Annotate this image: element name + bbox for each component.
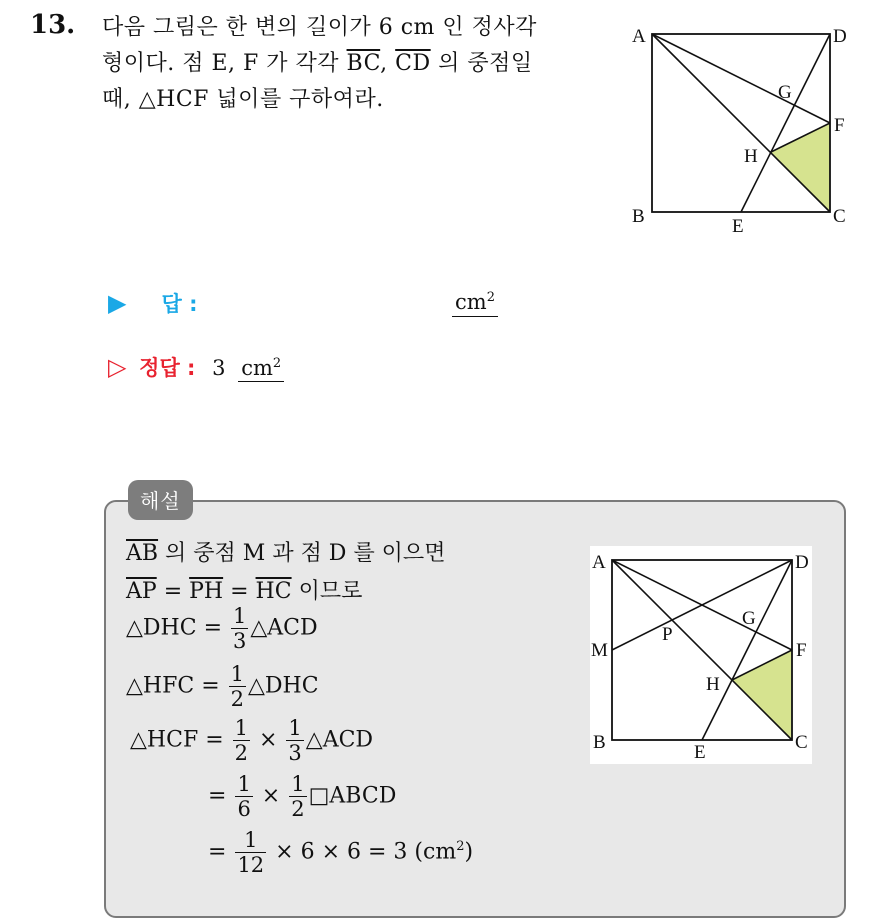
line-ac bbox=[612, 560, 792, 740]
label-p: P bbox=[662, 624, 673, 645]
solution-line-1: $\overline{AB}$ 의 중점 M 과 점 D 를 이으면 bbox=[126, 541, 446, 566]
label-g: G bbox=[778, 82, 792, 103]
segment-ab: $\overline{AB}$ bbox=[126, 541, 159, 566]
problem-text bbox=[102, 10, 622, 118]
label-b: B bbox=[593, 732, 606, 753]
answer-label: 답 : bbox=[161, 292, 198, 316]
label-m: M bbox=[591, 640, 608, 661]
segment-cd: $\overline{CD}$ bbox=[395, 51, 431, 76]
correct-arrow-icon: ▷ bbox=[108, 353, 127, 381]
problem-number: 13. bbox=[30, 10, 76, 40]
label-f: F bbox=[834, 115, 845, 136]
solution-line-7: = $\frac{1}{12}$ × 6 × 6 = 3 $(cm^2)$ bbox=[208, 828, 474, 877]
solution-line-4: △HFC = $\frac{1}{2}$ △DHC bbox=[126, 662, 319, 711]
answer-arrow-icon: ▶ bbox=[108, 289, 127, 317]
label-g: G bbox=[742, 608, 756, 629]
correct-answer-row bbox=[108, 352, 284, 382]
answer-unit[interactable]: $cm^2$ bbox=[452, 290, 498, 317]
label-b: B bbox=[632, 206, 645, 227]
label-e: E bbox=[732, 216, 744, 237]
line-af bbox=[652, 34, 830, 123]
label-d: D bbox=[795, 552, 809, 573]
solution-square-figure bbox=[590, 546, 812, 764]
correct-label: 정답 : bbox=[139, 356, 196, 380]
segment-bc: $\overline{BC}$ bbox=[346, 51, 381, 76]
solution-line-6: = $\frac{1}{6}$ × $\frac{1}{2}$ □ABCD bbox=[208, 772, 397, 821]
problem-line-3: 때, △HCF 넓이를 구하여라. bbox=[102, 87, 384, 112]
label-f: F bbox=[796, 640, 807, 661]
label-a: A bbox=[632, 26, 646, 47]
solution-line-3: △DHC = $\frac{1}{3}$ △ACD bbox=[126, 604, 318, 653]
solution-line-2: $\overline{AP} = \overline{PH} = \overline{HC}$ 이므로 bbox=[126, 579, 363, 604]
label-a: A bbox=[592, 552, 606, 573]
label-c: C bbox=[795, 732, 808, 753]
label-h: H bbox=[706, 674, 720, 695]
solution-tab: 해설 bbox=[128, 480, 193, 520]
label-d: D bbox=[833, 26, 847, 47]
label-e: E bbox=[694, 742, 706, 763]
problem-line-2: 형이다. 점 E, F 가 각각 $\overline{BC}$, $\overline{CD}$ 의 중점일 bbox=[102, 51, 533, 76]
triangle-hcf-fill bbox=[771, 123, 830, 212]
correct-value: 3 bbox=[212, 356, 226, 380]
square-figure bbox=[628, 22, 856, 238]
label-c: C bbox=[833, 206, 846, 227]
line-ac bbox=[652, 34, 830, 212]
correct-unit: $cm^2$ bbox=[238, 356, 284, 382]
solution-line-5: △HCF = $\frac{1}{2}$ × $\frac{1}{3}$ △ACD bbox=[130, 716, 374, 765]
label-h: H bbox=[744, 146, 758, 167]
answer-row bbox=[108, 288, 197, 318]
problem-line-1: 다음 그림은 한 변의 길이가 6 cm 인 정사각 bbox=[102, 15, 537, 40]
